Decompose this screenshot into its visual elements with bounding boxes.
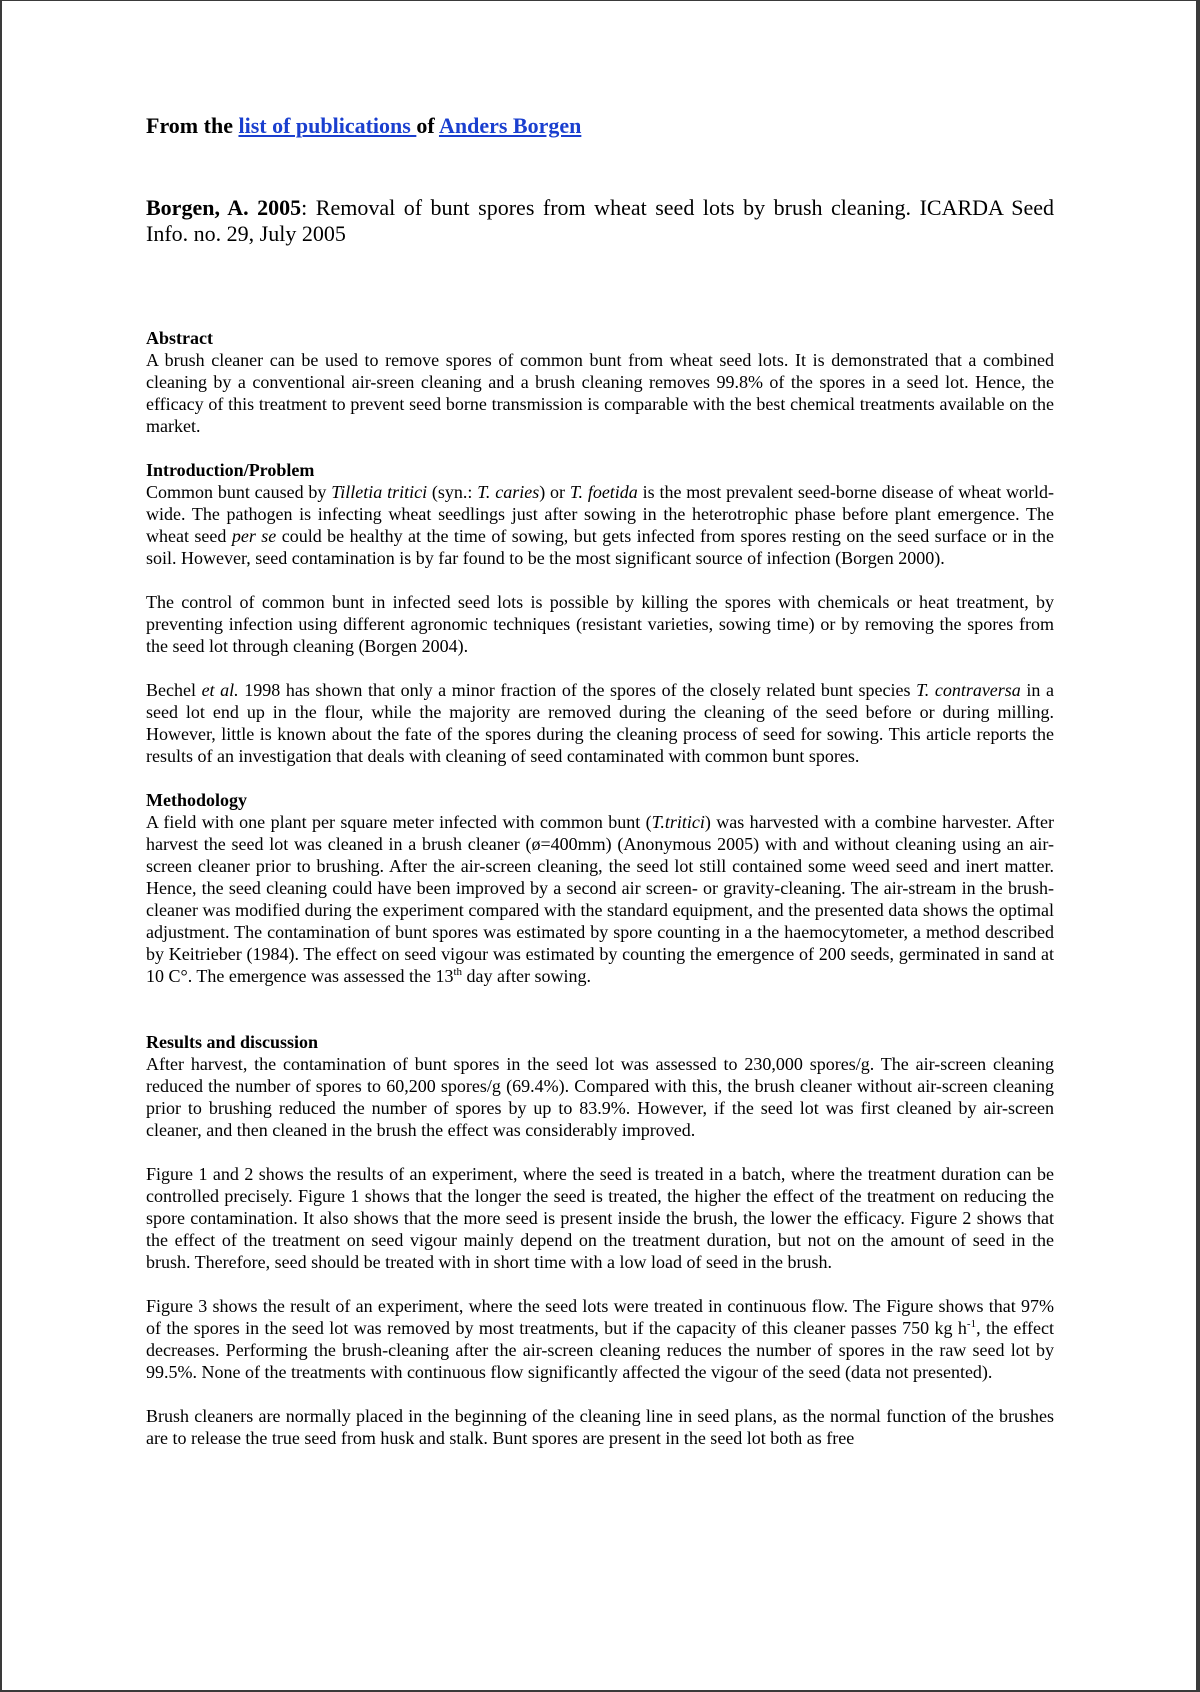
results-paragraph-3: Figure 3 shows the result of an experiment, where the seed lots were treated in continuous flow. The Figure shows that 97% of the spores in the seed lot was removed by most treatments, but if the capacity of this cleaner passes 750 kg $h^{-1}$, the effect decreases. Performing the brush-cleaning after the air-screen cleaning reduces the number of spores in the raw seed lot by 99.5%. None of the treatments with continuous flow significantly affected the vigour of the seed (data not presented).: [146, 1296, 1054, 1382]
anders-borgen-link[interactable]: Anders Borgen: [438, 113, 582, 138]
citation-author-year: Borgen, A. 2005: [146, 195, 302, 220]
introduction-paragraph-1: Common bunt caused by Tilletia tritici (syn.: T. caries) or T. foetida is the most prevalent seed-borne disease of wheat world-wide. The pathogen is infecting wheat seedlings just after sowing in the heterotrophic phase before plant emergence. The wheat seed per se could be healthy at the time of sowing, but gets infected from spores resting on the seed surface or in the soil. However, seed contamination is by far found to be the most significant source of infection (Borgen 2000).: [146, 482, 1055, 568]
methodology-heading: Methodology: [146, 790, 247, 810]
results-paragraph-4: Brush cleaners are normally placed in the beginning of the cleaning line in seed plans, as the normal function of the brushes are to release the true seed from husk and stalk. Bunt spores are present in the seed lot both as free: [146, 1406, 1054, 1448]
results-paragraph-1: After harvest, the contamination of bunt spores in the seed lot was assessed to 230,000 spores/g. The air-screen cleaning reduced the number of spores to 60,200 spores/g (69.4%). Compared with this, the brush cleaner without air-screen cleaning prior to brushing reduced the number of spores by up to 83.9%. However, if the seed lot was first cleaned by air-screen cleaner, and then cleaned in the brush the effect was considerably improved.: [146, 1054, 1054, 1140]
abstract-section: [146, 327, 1054, 437]
introduction-heading: Introduction/Problem: [146, 460, 315, 480]
introduction-paragraph-3: Bechel et al. 1998 has shown that only a minor fraction of the spores of the closely related bunt species T. contraversa in a seed lot end up in the flour, while the majority are removed during the cleaning of the seed before or during milling. However, little is known about the fate of the spores during the cleaning process of seed for sowing. This article reports the results of an investigation that deals with cleaning of seed contaminated with common bunt spores.: [146, 680, 1054, 766]
source-middle: of: [416, 113, 439, 138]
abstract-text: A brush cleaner can be used to remove spores of common bunt from wheat seed lots. It is demonstrated that a combined cleaning by a conventional air-sreen cleaning and a brush cleaning removes 99.8% of the spores in a seed lot. Hence, the efficacy of this treatment to prevent seed borne transmission is comparable with the best chemical treatments available on the market.: [146, 350, 1054, 436]
results-heading: Results and discussion: [146, 1032, 319, 1052]
results-paragraph-2: Figure 1 and 2 shows the results of an experiment, where the seed is treated in a batch, where the treatment duration can be controlled precisely. Figure 1 shows that the longer the seed is treated, the higher the effect of the treatment on reducing the spore contamination. It also shows that the more seed is present inside the brush, the lower the efficacy. Figure 2 shows that the effect of the treatment on seed vigour mainly depend on the treatment duration, but not on the amount of seed in the brush. Therefore, seed should be treated with in short time with a low load of seed in the brush.: [146, 1164, 1054, 1272]
citation-title: : Removal of bunt spores from wheat seed lots by brush cleaning. ICARDA Seed Info. no. 29, July 2005: [146, 195, 1054, 246]
abstract-heading: Abstract: [146, 328, 213, 348]
introduction-section: [146, 459, 1054, 767]
document-page: [2, 1, 1196, 1690]
list-of-publications-link[interactable]: list of publications: [238, 113, 417, 138]
citation: [146, 195, 1054, 247]
source-line: [146, 113, 1054, 139]
document-content: [146, 113, 1054, 1449]
introduction-paragraph-2: The control of common bunt in infected seed lots is possible by killing the spores with chemicals or heat treatment, by preventing infection using different agronomic techniques (resistant varieties, sowing time) or by removing the spores from the seed lot through cleaning (Borgen 2004).: [146, 592, 1054, 656]
methodology-paragraph: A field with one plant per square meter infected with common bunt (T.tritici) was harvested with a combine harvester. After harvest the seed lot was cleaned in a brush cleaner (ø=400mm) (Anonymous 2005) with and without cleaning using an air-screen cleaner prior to brushing. After the air-screen cleaning, the seed lot still contained some weed seed and inert matter. Hence, the seed cleaning could have been improved by a second air screen- or gravity-cleaning. The air-stream in the brush-cleaner was modified during the experiment compared with the standard equipment, and the presented data shows the optimal adjustment. The contamination of bunt spores was estimated by spore counting in a the haemocytometer, a method described by Keitrieber (1984). The effect on seed vigour was estimated by counting the emergence of 200 seeds, germinated in sand at 10 C°. The emergence was assessed the 13th day after sowing.: [146, 812, 1054, 986]
source-prefix: From the: [146, 113, 239, 138]
results-section: [146, 1031, 1054, 1449]
methodology-section: [146, 789, 1054, 987]
